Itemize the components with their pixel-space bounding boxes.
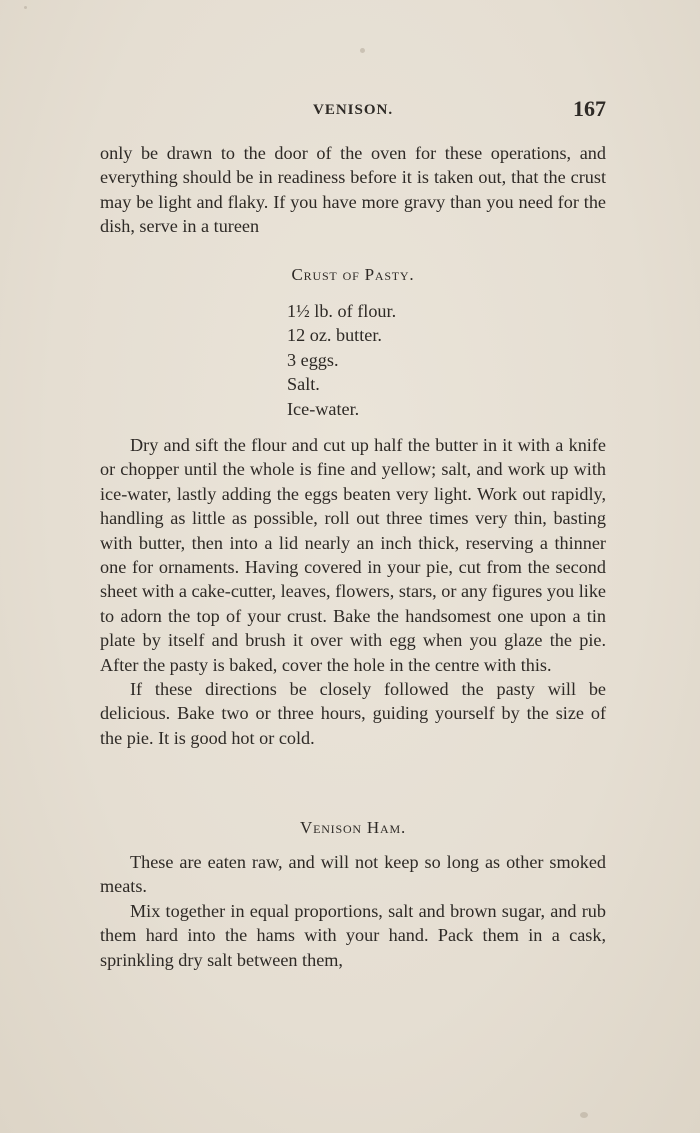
crust-directions-paragraph: Dry and sift the flour and cut up half the butter in it with a knife or chopper until the whole is fine and yellow; salt, and work up with ice-water, lastly adding the eggs beaten very light. Work out rapidly, handling as little as possible, roll out three times very thin, basting with butter, then into a lid nearly an inch thick, reserving a thinner one for ornaments. Having covered in your pie, cut from the second sheet with a cake-cutter, leaves, flowers, stars, or any figures you like to adorn the top of your crust. Bake the handsomest one upon a tin plate by itself and brush it over with egg when you glaze the pie. After the pasty is baked, cover the hole in the centre with this. xyxy=(100,435,606,675)
paper-speck xyxy=(24,6,27,9)
running-title: VENISON. xyxy=(313,102,394,118)
intro-paragraph-block xyxy=(100,141,606,239)
page-header xyxy=(100,96,608,126)
ham-text-block xyxy=(100,850,606,972)
ham-paragraph: Mix together in equal proportions, salt and brown sugar, and rub them hard into the hams with your hand. Pack them in a cask, sprinkling dry salt between them, xyxy=(100,900,606,970)
paper-speck xyxy=(360,48,365,53)
ingredient-item: 12 oz. butter. xyxy=(287,325,382,346)
ingredient-item: Ice-water. xyxy=(287,398,360,419)
intro-paragraph: only be drawn to the door of the oven for these operations, and everything should be in readiness before it is taken out, that the crust may be light and flaky. If you have more gravy than you need for the dish, serve in a tureen xyxy=(100,143,606,237)
paper-speck xyxy=(580,1112,588,1118)
crust-directions-paragraph: If these directions be closely followed the pasty will be delicious. Bake two or three hours, guiding yourself by the size of the pie. It is good hot or cold. xyxy=(100,679,606,748)
ingredient-item: 3 eggs. xyxy=(287,349,339,370)
ham-section-title: Venison Ham. xyxy=(300,818,406,837)
ingredient-list xyxy=(287,299,396,421)
ingredient-item: Salt. xyxy=(287,374,320,395)
crust-section-title: Crust of Pasty. xyxy=(291,265,415,284)
crust-directions-block xyxy=(100,433,606,750)
ham-paragraph: These are eaten raw, and will not keep so long as other smoked meats. xyxy=(100,852,606,897)
ingredient-item: 1½ lb. of flour. xyxy=(287,301,397,321)
page-number: 167 xyxy=(573,96,606,121)
